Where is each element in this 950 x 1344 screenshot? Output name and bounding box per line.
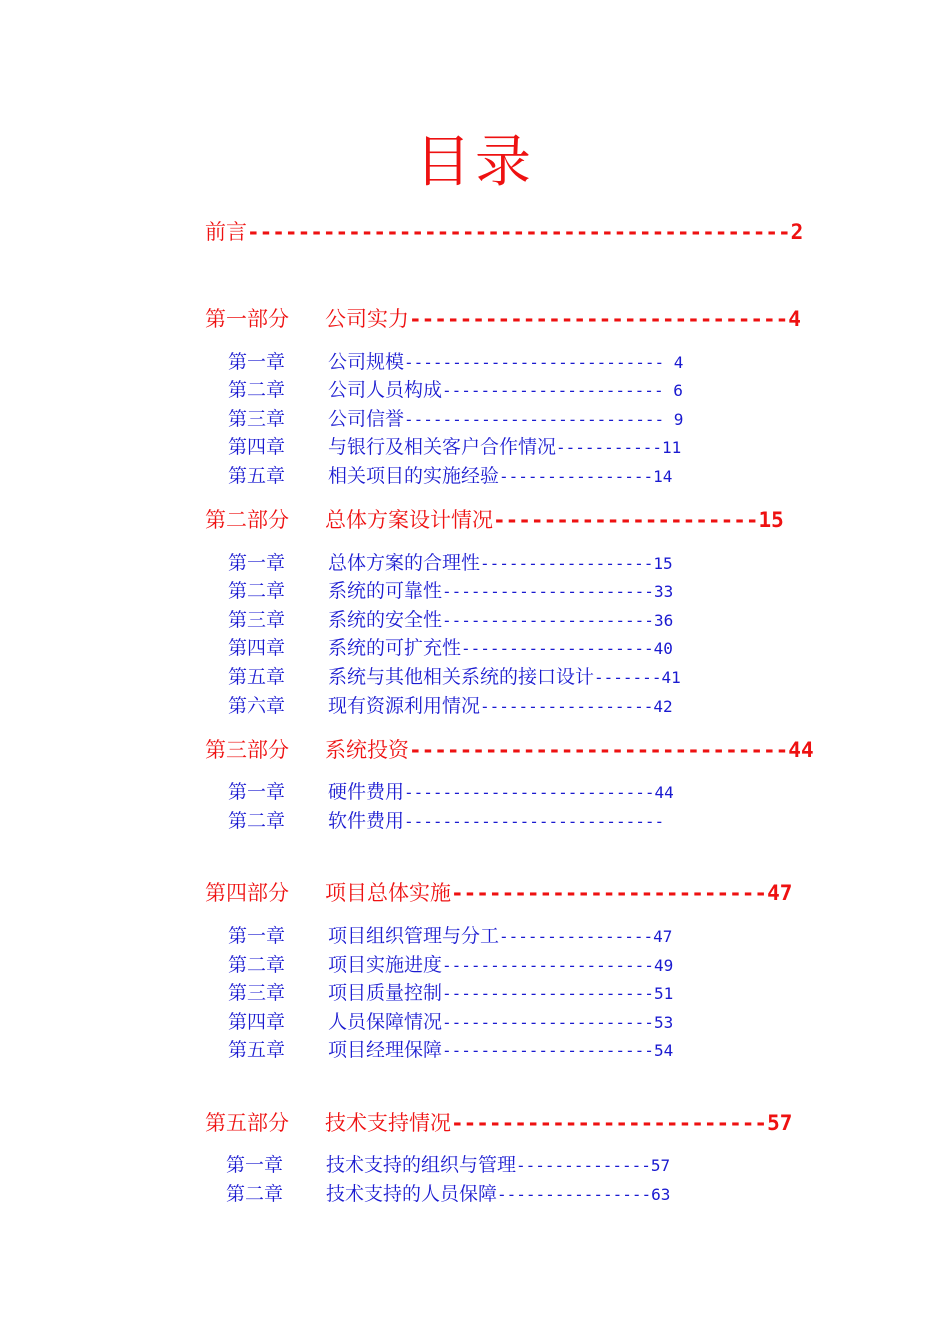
part-label: 第二部分 [205,508,289,532]
chapter-name: 技术支持的组织与管理 [326,1154,517,1176]
chapter-label: 第五章 [228,666,286,688]
leader-dashes: ------------------------------ [409,307,789,331]
chapter-label: 第一章 [228,552,286,574]
page-number: 41 [661,668,681,687]
leader-dashes: ---------------------- [442,1041,654,1060]
leader-dashes: ------------------------------------------- [247,220,791,244]
toc-chapter [228,576,673,607]
chapter-name: 项目质量控制 [328,982,443,1004]
page-number: 4 [788,307,801,331]
leader-dashes: ------------------ [480,697,654,716]
chapter-label: 第二章 [228,810,286,832]
toc-chapter [228,633,673,664]
part-label: 第四部分 [205,881,289,905]
page-number: 6 [663,381,683,400]
chapter-name: 相关项目的实施经验 [328,465,500,487]
toc-chapter [228,1007,673,1038]
page-number: 14 [653,467,673,486]
leader-dashes: ---------------------- [442,1013,654,1032]
chapter-name: 与银行及相关客户合作情况 [328,436,557,458]
toc-part-3 [205,735,814,765]
toc-chapter [228,347,683,378]
toc-chapter [226,1150,670,1181]
chapter-label: 第二章 [226,1183,284,1205]
chapter-name: 系统的可靠性 [328,580,443,602]
chapter-name: 公司人员构成 [328,379,443,401]
page-number: 57 [767,1111,793,1135]
part-name: 技术支持情况 [325,1111,451,1135]
page-number: 11 [661,438,682,457]
chapter-label: 第三章 [228,609,286,631]
page-number: 15 [758,508,784,532]
chapter-name: 系统的可扩充性 [328,637,462,659]
part-label: 第三部分 [205,738,289,762]
chapter-name: 现有资源利用情况 [328,695,481,717]
leader-dashes: -------------------- [461,639,654,658]
page-number: 49 [653,956,674,975]
chapter-name: 技术支持的人员保障 [326,1183,498,1205]
chapter-label: 第三章 [228,408,286,430]
part-name: 系统投资 [325,738,409,762]
leader-dashes: -------------------------- [404,783,655,802]
chapter-label: 第二章 [228,580,286,602]
chapter-name: 总体方案的合理性 [328,552,481,574]
chapter-name: 公司信誉 [328,408,405,430]
page-number: 47 [653,927,673,946]
toc-chapter [228,921,672,952]
leader-dashes: --------------------------- [404,410,665,429]
chapter-label: 第三章 [228,982,286,1004]
page-number: 44 [788,738,814,762]
toc-chapter [228,950,673,981]
leader-dashes: ---------------------- [442,582,654,601]
toc-chapter [228,691,673,722]
chapter-name: 人员保障情况 [328,1011,443,1033]
chapter-label: 第一章 [228,925,286,947]
chapter-label: 第四章 [228,637,286,659]
part-name: 公司实力 [325,307,409,331]
page-number: 9 [664,410,684,429]
toc-part-4 [205,878,792,908]
chapter-name: 项目组织管理与分工 [328,925,500,947]
leader-dashes: ---------------- [499,467,654,486]
page-number: 2 [790,220,804,244]
leader-dashes: ------------------------- [451,881,768,905]
toc-part-5 [205,1108,792,1138]
toc-chapter [228,978,673,1009]
page-number: 53 [653,1013,674,1032]
toc-chapter [228,1035,673,1066]
toc-chapter [228,404,683,435]
chapter-label: 第四章 [228,1011,286,1033]
leader-dashes: ------- [594,668,662,687]
leader-dashes: ------------------ [480,554,654,573]
toc-preface [205,217,803,247]
toc-chapter [228,806,664,837]
page-number: 15 [653,554,673,573]
chapter-label: 第一章 [228,781,286,803]
toc-chapter [226,1179,670,1210]
toc-chapter [228,777,674,808]
toc-chapter [228,662,681,693]
toc-part-2 [205,505,784,535]
chapter-name: 系统的安全性 [328,609,443,631]
leader-dashes: ---------------------- [442,956,654,975]
page-number: 33 [653,582,674,601]
chapter-name: 公司规模 [328,351,405,373]
part-name: 总体方案设计情况 [325,508,493,532]
toc-title: 目录 [415,130,535,195]
chapter-label: 第四章 [228,436,286,458]
chapter-label: 第五章 [228,1039,286,1061]
toc-chapter [228,461,672,492]
page-number: 63 [651,1185,671,1204]
part-label: 第一部分 [205,307,289,331]
chapter-name: 项目经理保障 [328,1039,443,1061]
page-number: 51 [653,984,674,1003]
toc-part-1 [205,304,801,334]
toc-chapter [228,375,683,406]
chapter-label: 第一章 [226,1154,284,1176]
leader-dashes: --------------------- [493,508,759,532]
chapter-name: 软件费用 [328,810,405,832]
toc-chapter [228,605,673,636]
leader-dashes: -------------- [516,1156,651,1175]
leader-dashes: ----------------------- [442,381,664,400]
leader-dashes: ---------------------- [442,984,654,1003]
page-number: 44 [654,783,674,802]
chapter-label: 第一章 [228,351,286,373]
chapter-label: 第六章 [228,695,286,717]
chapter-label: 第二章 [228,954,286,976]
leader-dashes: --------------------------- [404,812,665,831]
leader-dashes: ---------------- [497,1185,652,1204]
page-number: 57 [650,1156,671,1175]
preface-label: 前言 [205,220,247,244]
toc-chapter [228,548,673,579]
part-label: 第五部分 [205,1111,289,1135]
leader-dashes: ---------------- [499,927,654,946]
leader-dashes: ----------- [556,438,662,457]
page-number: 47 [767,881,793,905]
chapter-name: 硬件费用 [328,781,405,803]
part-name: 项目总体实施 [325,881,451,905]
page-number: 40 [653,639,673,658]
chapter-label: 第二章 [228,379,286,401]
toc-chapter [228,432,681,463]
page-number: 42 [653,697,673,716]
leader-dashes: --------------------------- [404,353,665,372]
chapter-name: 系统与其他相关系统的接口设计 [328,666,595,688]
chapter-name: 项目实施进度 [328,954,443,976]
leader-dashes: ------------------------- [451,1111,768,1135]
leader-dashes: ---------------------- [442,611,654,630]
page-number: 36 [653,611,674,630]
leader-dashes: ------------------------------ [409,738,789,762]
chapter-label: 第五章 [228,465,286,487]
page-number: 4 [664,353,684,372]
page-number: 54 [653,1041,674,1060]
